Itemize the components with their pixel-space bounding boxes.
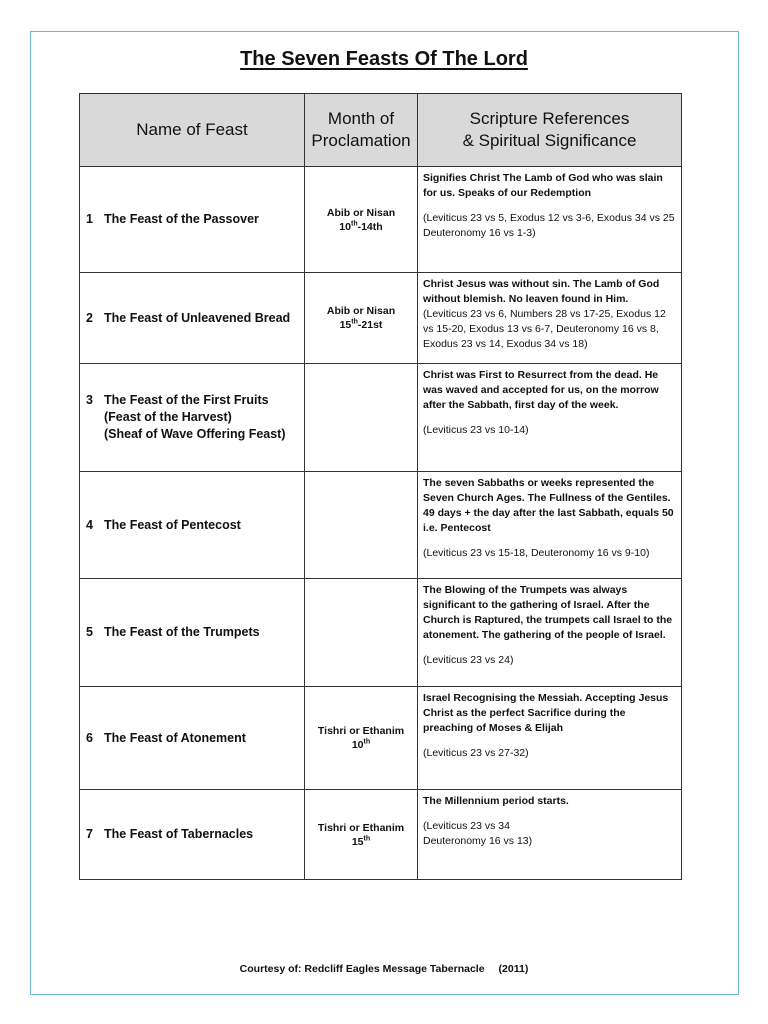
table-row [80,472,682,579]
scripture-cell [418,579,682,687]
scripture-references: (Leviticus 23 vs 34 Deuteronomy 16 vs 13) [423,820,533,847]
feast-number: 1 [86,212,93,226]
table-header-row [80,94,682,167]
feast-name: (Sheaf of Wave Offering Feast) [104,427,286,441]
scripture-cell [418,273,682,364]
table-row [80,579,682,687]
footer-text: Courtesy of: Redcliff Eagles Message Tabernacle [239,963,485,975]
feast-name: The Feast of the Passover [104,212,259,226]
table-row [80,364,682,472]
scripture-cell [418,364,682,472]
feast-name: The Feast of the Trumpets [104,625,260,639]
month-cell [305,687,418,790]
month-day: 15 [351,835,364,848]
feast-name: The Feast of the First Fruits [104,393,269,407]
month-name: Abib or Nisan [326,206,396,219]
month-day: 10 [339,220,351,233]
spiritual-significance: The seven Sabbaths or weeks represented the Seven Church Ages. The Fullness of the Gentiles. 49 days + the day after the last Sabbath, equals 50 i.e. Pentecost [423,477,674,534]
scripture-references: (Leviticus 23 vs 27-32) [423,747,529,759]
scripture-references: (Leviticus 23 vs 6, Numbers 28 vs 17-25, Exodus 12 vs 15-20, Exodus 13 vs 6-7, Deuteronomy 16 vs 8, Exodus 23 vs 14, Exodus 34 vs 18) [423,308,666,350]
feasts-table [79,93,682,880]
month-cell [305,790,418,880]
scripture-references: (Leviticus 23 vs 5, Exodus 12 vs 3-6, Exodus 34 vs 25 Deuteronomy 16 vs 1-3) [423,212,675,239]
feast-name-cell [80,790,305,880]
month-cell [305,472,418,579]
scripture-cell [418,472,682,579]
header-name-of-feast: Name of Feast [80,94,305,167]
month-cell [305,273,418,364]
footer-year: (2011) [498,963,529,975]
feast-name-cell [80,273,305,364]
feast-name: The Feast of Atonement [104,730,246,745]
table-row [80,167,682,273]
spiritual-significance: Christ was First to Resurrect from the dead. He was waved and accepted for us, on the morrow after the Sabbath, first day of the week. [423,369,659,411]
header-month-of-proclamation: Month of Proclamation [305,94,418,167]
spiritual-significance: Israel Recognising the Messiah. Accepting Jesus Christ as the perfect Sacrifice during the preaching of Moses & Elijah [423,692,669,734]
month-cell [305,167,418,273]
feast-name-cell [80,167,305,273]
month-day-range: -14th [357,220,383,233]
scripture-references: (Leviticus 23 vs 10-14) [423,424,529,436]
feast-name-cell [80,364,305,472]
spiritual-significance: The Millennium period starts. [423,795,569,807]
month-name: Tishri or Ethanim [317,821,405,834]
month-day-range: -21st [357,319,383,331]
month-day-suffix: th [350,220,358,227]
table-row [80,790,682,880]
header-scripture-references: Scripture References & Spiritual Significance [418,94,682,167]
scripture-cell [418,790,682,880]
scripture-references: (Leviticus 23 vs 15-18, Deuteronomy 16 vs 9-10) [423,547,650,559]
month-name: Abib or Nisan [326,305,396,317]
table-row [80,687,682,790]
feast-name-cell [80,687,305,790]
month-day-suffix: th [363,738,371,746]
feast-name: The Feast of Tabernacles [104,827,254,841]
feast-number: 6 [86,730,93,745]
spiritual-significance: Christ Jesus was without sin. The Lamb of God without blemish. No leaven found in Him. [423,278,660,305]
feast-number: 3 [86,393,93,407]
feast-name: The Feast of Pentecost [104,517,241,532]
month-day-suffix: th [363,835,371,842]
feast-name-cell [80,472,305,579]
table-row [80,273,682,364]
month-name: Tishri or Ethanim [317,725,405,737]
spiritual-significance: The Blowing of the Trumpets was always significant to the gathering of Israel. After the Church is Raptured, the trumpets call Israel to the atonement. The gathering of the people of Israel. [423,584,673,641]
feast-name: (Feast of the Harvest) [104,410,232,424]
feast-number: 5 [86,625,93,639]
month-cell [305,364,418,472]
month-day: 10 [351,739,364,751]
scripture-cell [418,687,682,790]
feast-number: 4 [86,517,93,532]
feast-number: 2 [86,310,93,325]
feast-number: 7 [86,827,93,841]
month-day: 15 [339,319,352,331]
feast-name-cell [80,579,305,687]
document-title: The Seven Feasts Of The Lord [240,48,528,70]
feast-name: The Feast of Unleavened Bread [104,310,291,325]
spiritual-significance: Signifies Christ The Lamb of God who was slain for us. Speaks of our Redemption [423,172,663,199]
month-cell [305,579,418,687]
scripture-references: (Leviticus 23 vs 24) [423,654,514,666]
scripture-cell [418,167,682,273]
month-day-suffix: th [351,318,358,326]
footer-credit [0,963,768,975]
